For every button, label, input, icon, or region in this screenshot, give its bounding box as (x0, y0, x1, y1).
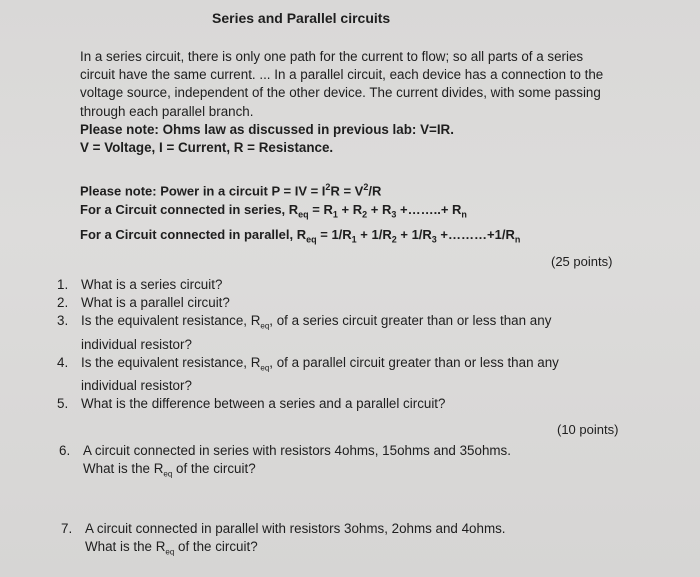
list-item: 7. A circuit connected in parallel with resistors 3ohms, 2ohms and 4ohms. What is the $R_{eq}$ of the circuit? (61, 521, 506, 557)
intro-paragraph (80, 48, 640, 157)
question-list (61, 520, 621, 562)
question-list (59, 442, 619, 484)
question-list (57, 276, 617, 413)
intro-line: circuit have the same current. ... In a parallel circuit, each device has a connection to the (80, 67, 604, 83)
intro-line: In a series circuit, there is only one path for the current to flow; so all parts of a series (80, 49, 584, 64)
power-formula: Please note: Power in a circuit P = IV = $I^2R = V^2/R$ (80, 182, 382, 199)
intro-line: through each parallel branch. (80, 103, 254, 119)
formulas-block (80, 178, 640, 250)
page-title: Series and Parallel circuits (212, 10, 391, 26)
list-item: 3. Is the equivalent resistance, $R_{eq}$, of a series circuit greater than or less than any individual resistor? (57, 313, 552, 352)
parallel-formula: For a Circuit connected in parallel, $R_{eq} = 1/R_1 + 1/R_2 + 1/R_3$ $+\dots\dots\dots+1/R_n$ (80, 226, 521, 245)
ohms-law-note: Please note: Ohms law as discussed in previous lab: V=IR. (80, 121, 454, 137)
list-item: 6. A circuit connected in series with resistors 4ohms, 15ohms and 35ohms. What is the $R_{eq}$ of the circuit? (59, 443, 511, 479)
list-item: 5. What is the difference between a series and a parallel circuit? (57, 396, 446, 412)
variables-note: V = Voltage, I = Current, R = Resistance. (80, 140, 334, 156)
intro-line: voltage source, independent of the other device. The current divides, with some passing (80, 85, 601, 101)
list-item: 2. What is a parallel circuit? (57, 295, 230, 310)
points-label: (25 points) (551, 254, 613, 269)
list-item: 4. Is the equivalent resistance, $R_{eq}$, of a parallel circuit greater than or less than any individual resistor? (57, 354, 559, 394)
points-label: (10 points) (557, 422, 619, 437)
list-item: 1. What is a series circuit? (57, 277, 223, 292)
series-formula: For a Circuit connected in series, $R_{eq} = R_1 + R_2 + R_3$ +……..+ $R_n$ (80, 202, 467, 220)
